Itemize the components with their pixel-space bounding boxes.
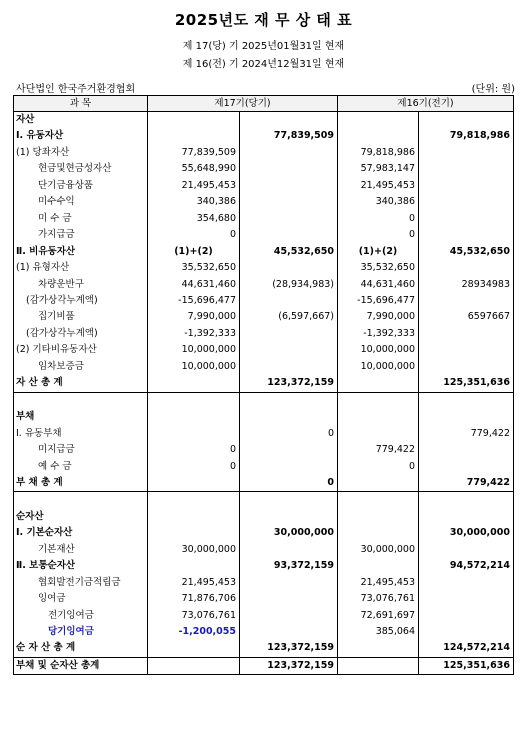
current-subtotal xyxy=(240,112,338,129)
account-name: (감가상각누계액) xyxy=(14,326,148,342)
current-subtotal: 0 xyxy=(240,426,338,442)
prior-subtotal xyxy=(419,194,514,210)
prior-subtotal xyxy=(419,392,514,409)
current-subtotal xyxy=(240,178,338,194)
current-subtotal xyxy=(240,542,338,558)
prior-detail: 0 xyxy=(338,211,419,227)
account-name: 부 채 총 계 xyxy=(14,475,148,492)
current-subtotal xyxy=(240,194,338,210)
table-row xyxy=(14,277,514,293)
account-name: 현금및현금성자산 xyxy=(14,161,148,177)
current-subtotal: 45,532,650 xyxy=(240,244,338,260)
prior-detail: 340,386 xyxy=(338,194,419,210)
current-subtotal xyxy=(240,326,338,342)
account-name: 자 산 총 계 xyxy=(14,375,148,392)
table-row xyxy=(14,591,514,607)
account-name: 집기비품 xyxy=(14,309,148,325)
prior-detail xyxy=(338,375,419,392)
prior-subtotal: 79,818,986 xyxy=(419,128,514,144)
prior-subtotal: 125,351,636 xyxy=(419,375,514,392)
prior-detail: 57,983,147 xyxy=(338,161,419,177)
current-detail: 71,876,706 xyxy=(148,591,240,607)
prior-subtotal xyxy=(419,161,514,177)
prior-detail xyxy=(338,657,419,674)
prior-subtotal: 94,572,214 xyxy=(419,558,514,574)
account-name: 임차보증금 xyxy=(14,359,148,375)
prior-detail: -1,392,333 xyxy=(338,326,419,342)
current-subtotal xyxy=(240,392,338,409)
current-detail: -15,696,477 xyxy=(148,293,240,309)
prior-subtotal xyxy=(419,542,514,558)
table-row xyxy=(14,492,514,509)
prior-subtotal: 28934983 xyxy=(419,277,514,293)
header-account: 과 목 xyxy=(14,96,148,112)
prior-detail: 10,000,000 xyxy=(338,342,419,358)
prior-subtotal xyxy=(419,227,514,243)
current-subtotal xyxy=(240,227,338,243)
account-name: 가지급금 xyxy=(14,227,148,243)
prior-subtotal xyxy=(419,509,514,525)
prior-subtotal xyxy=(419,359,514,375)
current-detail xyxy=(148,492,240,509)
prior-subtotal xyxy=(419,211,514,227)
current-subtotal xyxy=(240,161,338,177)
header-prior: 제16기(전기) xyxy=(338,96,514,112)
table-row xyxy=(14,375,514,392)
account-name: 전기잉여금 xyxy=(14,608,148,624)
prior-detail xyxy=(338,509,419,525)
current-subtotal xyxy=(240,608,338,624)
prior-subtotal xyxy=(419,178,514,194)
current-detail: 340,386 xyxy=(148,194,240,210)
prior-subtotal xyxy=(419,575,514,591)
prior-subtotal xyxy=(419,591,514,607)
table-row xyxy=(14,525,514,541)
prior-detail xyxy=(338,112,419,129)
current-detail xyxy=(148,509,240,525)
period-prior: 제 16(전) 기 2024년12월31일 현재 xyxy=(182,59,345,70)
prior-detail xyxy=(338,558,419,574)
prior-subtotal xyxy=(419,260,514,276)
header-current: 제17기(당기) xyxy=(148,96,338,112)
current-subtotal xyxy=(240,260,338,276)
prior-subtotal xyxy=(419,492,514,509)
table-row xyxy=(14,309,514,325)
current-detail xyxy=(148,657,240,674)
period-current: 제 17(당) 기 2025년01월31일 현재 xyxy=(182,41,345,52)
current-detail: 44,631,460 xyxy=(148,277,240,293)
prior-subtotal xyxy=(419,409,514,425)
prior-detail xyxy=(338,475,419,492)
table-row xyxy=(14,542,514,558)
account-name: Ⅱ. 비유동자산 xyxy=(14,244,148,260)
current-subtotal xyxy=(240,442,338,458)
account-name: Ⅱ. 보통순자산 xyxy=(14,558,148,574)
prior-subtotal xyxy=(419,293,514,309)
prior-detail xyxy=(338,640,419,657)
current-detail xyxy=(148,409,240,425)
table-row xyxy=(14,442,514,458)
prior-detail xyxy=(338,409,419,425)
table-header-row xyxy=(14,96,514,112)
table-row xyxy=(14,608,514,624)
table-row xyxy=(14,194,514,210)
table-row xyxy=(14,624,514,640)
current-subtotal: (28,934,983) xyxy=(240,277,338,293)
account-name: (감가상각누계액) xyxy=(14,293,148,309)
current-subtotal xyxy=(240,575,338,591)
current-detail xyxy=(148,112,240,129)
account-name: 미수수익 xyxy=(14,194,148,210)
current-subtotal xyxy=(240,509,338,525)
prior-detail: -15,696,477 xyxy=(338,293,419,309)
prior-detail: 21,495,453 xyxy=(338,178,419,194)
current-detail: -1,200,055 xyxy=(148,624,240,640)
current-detail: 30,000,000 xyxy=(148,542,240,558)
prior-subtotal xyxy=(419,112,514,129)
prior-detail: 35,532,650 xyxy=(338,260,419,276)
current-subtotal: 123,372,159 xyxy=(240,375,338,392)
table-row xyxy=(14,426,514,442)
table-row xyxy=(14,112,514,129)
current-subtotal xyxy=(240,492,338,509)
current-detail: 10,000,000 xyxy=(148,342,240,358)
account-name: 순 자 산 총 계 xyxy=(14,640,148,657)
current-subtotal xyxy=(240,459,338,475)
prior-detail: 73,076,761 xyxy=(338,591,419,607)
prior-detail: 0 xyxy=(338,227,419,243)
prior-detail: (1)+(2) xyxy=(338,244,419,260)
current-detail xyxy=(148,426,240,442)
current-detail xyxy=(148,640,240,657)
table-body xyxy=(14,112,514,675)
table-row xyxy=(14,409,514,425)
account-name: (1) 유형자산 xyxy=(14,260,148,276)
account-name xyxy=(14,392,148,409)
account-name: 부채 xyxy=(14,409,148,425)
current-subtotal xyxy=(240,342,338,358)
table-row xyxy=(14,161,514,177)
prior-detail: 10,000,000 xyxy=(338,359,419,375)
account-name: (2) 기타비유동자산 xyxy=(14,342,148,358)
balance-sheet-table xyxy=(13,95,514,675)
current-detail xyxy=(148,525,240,541)
account-name xyxy=(14,492,148,509)
table-row xyxy=(14,509,514,525)
account-name: 잉여금 xyxy=(14,591,148,607)
current-detail: 73,076,761 xyxy=(148,608,240,624)
table-row xyxy=(14,211,514,227)
current-subtotal: 77,839,509 xyxy=(240,128,338,144)
current-subtotal: 0 xyxy=(240,475,338,492)
current-detail: 7,990,000 xyxy=(148,309,240,325)
table-row xyxy=(14,227,514,243)
prior-detail xyxy=(338,492,419,509)
table-row xyxy=(14,359,514,375)
prior-detail: 72,691,697 xyxy=(338,608,419,624)
account-name: (1) 당좌자산 xyxy=(14,145,148,161)
current-subtotal xyxy=(240,145,338,161)
current-detail: 77,839,509 xyxy=(148,145,240,161)
prior-detail: 7,990,000 xyxy=(338,309,419,325)
prior-detail xyxy=(338,525,419,541)
current-detail xyxy=(148,558,240,574)
table-row xyxy=(14,392,514,409)
prior-subtotal xyxy=(419,459,514,475)
table-row xyxy=(14,128,514,144)
prior-subtotal: 124,572,214 xyxy=(419,640,514,657)
current-detail: -1,392,333 xyxy=(148,326,240,342)
account-name: 기본재산 xyxy=(14,542,148,558)
table-row xyxy=(14,575,514,591)
account-name: 순자산 xyxy=(14,509,148,525)
current-subtotal: (6,597,667) xyxy=(240,309,338,325)
current-subtotal: 123,372,159 xyxy=(240,657,338,674)
account-name: 협회발전기금적립금 xyxy=(14,575,148,591)
prior-detail: 30,000,000 xyxy=(338,542,419,558)
current-detail: 55,648,990 xyxy=(148,161,240,177)
current-subtotal xyxy=(240,359,338,375)
unit-label: (단위: 원) xyxy=(471,84,515,95)
current-detail xyxy=(148,392,240,409)
table-row xyxy=(14,459,514,475)
current-subtotal xyxy=(240,211,338,227)
prior-detail: 21,495,453 xyxy=(338,575,419,591)
prior-detail xyxy=(338,426,419,442)
current-subtotal xyxy=(240,293,338,309)
account-name: 단기금융상품 xyxy=(14,178,148,194)
prior-detail xyxy=(338,392,419,409)
prior-detail: 385,064 xyxy=(338,624,419,640)
current-detail xyxy=(148,375,240,392)
account-name: 자산 xyxy=(14,112,148,129)
current-detail: 0 xyxy=(148,442,240,458)
table-row xyxy=(14,145,514,161)
account-name: 차량운반구 xyxy=(14,277,148,293)
account-name: 부채 및 순자산 총계 xyxy=(14,657,148,674)
prior-subtotal xyxy=(419,624,514,640)
table-row xyxy=(14,657,514,674)
table-row xyxy=(14,475,514,492)
current-subtotal: 93,372,159 xyxy=(240,558,338,574)
prior-detail: 779,422 xyxy=(338,442,419,458)
current-detail: 35,532,650 xyxy=(148,260,240,276)
current-subtotal: 30,000,000 xyxy=(240,525,338,541)
prior-subtotal xyxy=(419,145,514,161)
current-detail: 21,495,453 xyxy=(148,178,240,194)
account-name: 미 수 금 xyxy=(14,211,148,227)
table-row xyxy=(14,326,514,342)
prior-subtotal: 30,000,000 xyxy=(419,525,514,541)
account-name: Ⅰ. 유동부채 xyxy=(14,426,148,442)
table-row xyxy=(14,260,514,276)
prior-subtotal: 779,422 xyxy=(419,426,514,442)
account-name: 미지급금 xyxy=(14,442,148,458)
prior-subtotal xyxy=(419,608,514,624)
account-name: 당기잉여금 xyxy=(14,624,148,640)
prior-subtotal: 45,532,650 xyxy=(419,244,514,260)
table-row xyxy=(14,558,514,574)
current-detail: 10,000,000 xyxy=(148,359,240,375)
table-row xyxy=(14,293,514,309)
organization-name: 사단법인 한국주거환경협회 xyxy=(16,84,136,95)
prior-detail: 79,818,986 xyxy=(338,145,419,161)
prior-detail: 0 xyxy=(338,459,419,475)
prior-subtotal xyxy=(419,342,514,358)
current-detail: 0 xyxy=(148,227,240,243)
account-name: Ⅰ. 기본순자산 xyxy=(14,525,148,541)
prior-subtotal xyxy=(419,326,514,342)
prior-subtotal xyxy=(419,442,514,458)
table-row xyxy=(14,640,514,657)
statement-title: 2025년도 재 무 상 태 표 xyxy=(174,11,353,29)
prior-detail: 44,631,460 xyxy=(338,277,419,293)
current-detail xyxy=(148,128,240,144)
current-subtotal xyxy=(240,409,338,425)
current-detail xyxy=(148,475,240,492)
current-detail: 0 xyxy=(148,459,240,475)
current-subtotal: 123,372,159 xyxy=(240,640,338,657)
current-detail: 21,495,453 xyxy=(148,575,240,591)
prior-detail xyxy=(338,128,419,144)
table-row xyxy=(14,178,514,194)
account-name: 예 수 금 xyxy=(14,459,148,475)
table-row xyxy=(14,342,514,358)
table-row xyxy=(14,244,514,260)
prior-subtotal: 125,351,636 xyxy=(419,657,514,674)
current-subtotal xyxy=(240,591,338,607)
current-detail: (1)+(2) xyxy=(148,244,240,260)
prior-subtotal: 6597667 xyxy=(419,309,514,325)
prior-subtotal: 779,422 xyxy=(419,475,514,492)
current-subtotal xyxy=(240,624,338,640)
current-detail: 354,680 xyxy=(148,211,240,227)
account-name: Ⅰ. 유동자산 xyxy=(14,128,148,144)
